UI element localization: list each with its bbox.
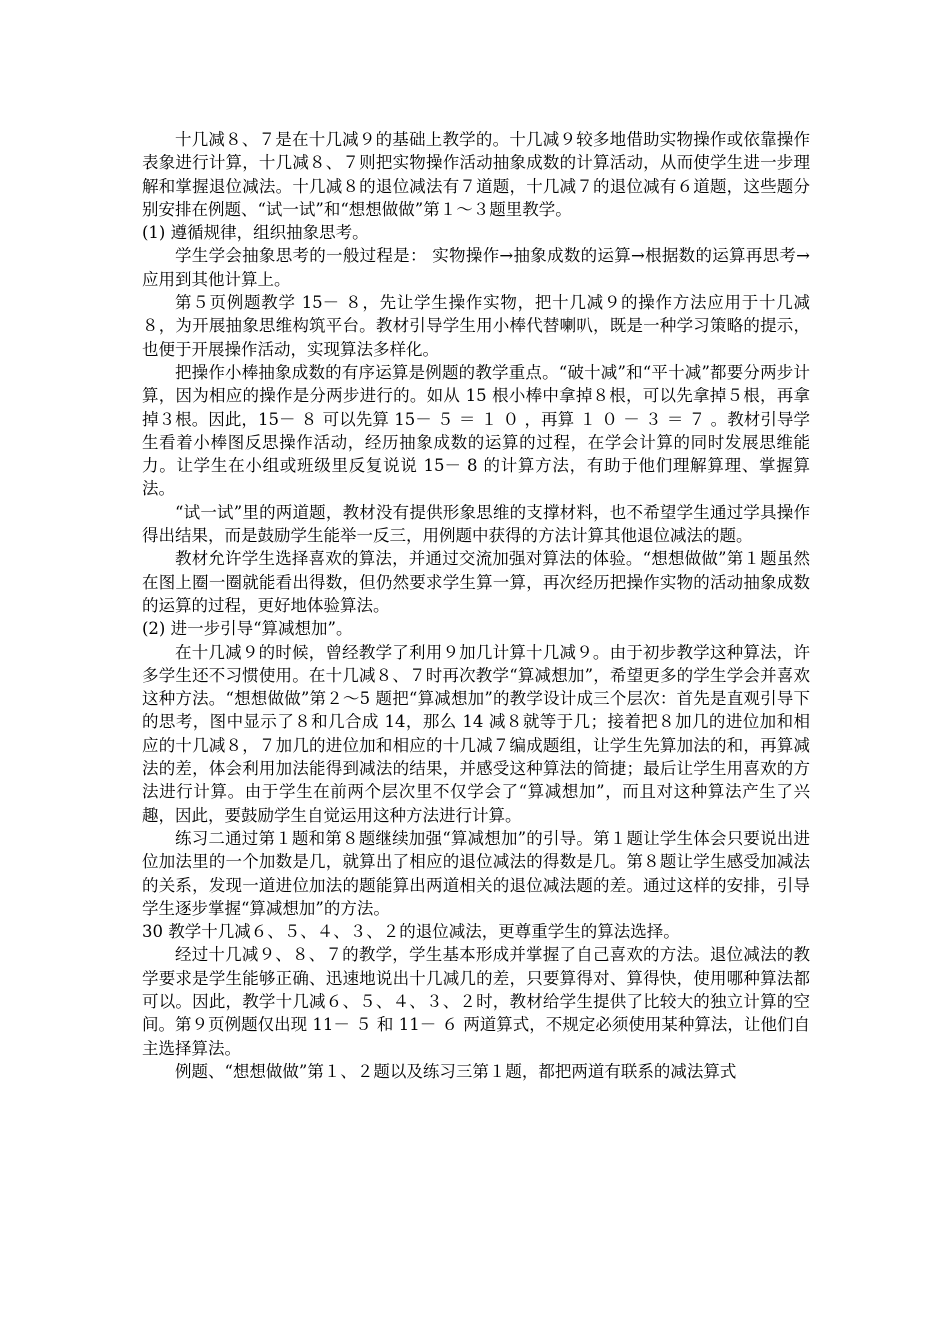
paragraph: 练习二通过第１题和第８题继续加强“算减想加”的引导。第１题让学生体会只要说出进位加法里的一个加数是几，就算出了相应的退位减法的得数是几。第８题让学生感受加减法的关系，发现一道进位加法的题能算出两道相关的退位减法题的差。通过这样的安排，引导学生逐步掌握“算减想加”的方法。 — [142, 828, 810, 918]
section-heading: (2) 进一步引导“算减想加”。 — [142, 619, 353, 639]
section-heading: (1) 遵循规律，组织抽象思考。 — [142, 223, 369, 243]
paragraph: 教材允许学生选择喜欢的算法，并通过交流加强对算法的体验。“想想做做”第１题虽然在图上圈一圈就能看出得数，但仍然要求学生算一算，再次经历把操作实物的活动抽象成数的运算的过程，更好地体验算法。 — [142, 549, 810, 615]
paragraph: 十几减８、７是在十几减９的基础上教学的。十几减９较多地借助实物操作或依靠操作表象进行计算，十几减８、７则把实物操作活动抽象成数的计算活动，从而使学生进一步理解和掌握退位减法。十几减８的退位减法有７道题，十几减７的退位减有６道题，这些题分别安排在例题、“试一试”和“想想做做”第１～３题里教学。 — [142, 130, 810, 219]
paragraph: 第５页例题教学 15－ ８，先让学生操作实物，把十几减９的操作方法应用于十几减８，为开展抽象思维构筑平台。教材引导学生用小棒代替喇叭，既是一种学习策略的提示，也便于开展操作活动，实现算法多样化。 — [142, 293, 810, 359]
paragraph: “试一试”里的两道题，教材没有提供形象思维的支撑材料，也不希望学生通过学具操作得出结果，而是鼓励学生能举一反三，用例题中获得的方法计算其他退位减法的题。 — [142, 502, 810, 546]
paragraph: 经过十几减９、８、７的教学，学生基本形成并掌握了自己喜欢的方法。退位减法的教学要求是学生能够正确、迅速地说出十几减几的差，只要算得对、算得快，使用哪种算法都可以。因此，教学十几减６、５、４、３、２时，教材给学生提供了比较大的独立计算的空间。第９页例题仅出现 11－ ５ 和 11－ ６ 两道算式，不规定必须使用某种算法，让他们自主选择算法。 — [142, 945, 810, 1058]
paragraph: 把操作小棒抽象成数的有序运算是例题的教学重点。“破十减”和“平十减”都要分两步计算，因为相应的操作是分两步进行的。如从 15 根小棒中拿掉８根，可以先拿掉５根，再拿掉３根。因此，15－ ８ 可以先算 15－ ５ ＝ １ ０ ，再算 １ ０ － ３ ＝ ７ 。教材引导学生看着小棒图反思操作活动，经历抽象成数的运算的过程，在学会计算的同时发展思维能力。让学生在小组或班级里反复说说 15－ 8 的计算方法，有助于他们理解算理、掌握算法。 — [142, 362, 810, 499]
section-heading: 30 教学十几减６、５、４、３、２的退位减法，更尊重学生的算法选择。 — [142, 922, 680, 942]
document-page — [142, 128, 810, 1083]
paragraph: 在十几减９的时候，曾经教学了利用９加几计算十几减９。由于初步教学这种算法，许多学生还不习惯使用。在十几减８、７时再次教学“算减想加”，希望更多的学生学会并喜欢这种方法。“想想做做”第２～5 题把“算减想加”的教学设计成三个层次：首先是直观引导下的思考，图中显示了８和几合成 14，那么 14 减８就等于几；接着把８加几的进位加和相应的十几减８，７加几的进位加和相应的十几减７编成题组，让学生先算加法的和，再算减法的差，体会利用加法能得到减法的结果，并感受这种算法的简捷；最后让学生用喜欢的方法进行计算。由于学生在前两个层次里不仅学会了“算减想加”，而且对这种算法产生了兴趣，因此，要鼓励学生自觉运用这种方法进行计算。 — [142, 642, 810, 825]
paragraph: 例题、“想想做做”第１、２题以及练习三第１题，都把两道有联系的减法算式 — [175, 1061, 737, 1081]
paragraph: 学生学会抽象思考的一般过程是： 实物操作→抽象成数的运算→根据数的运算再思考→应用到其他计算上。 — [142, 246, 810, 289]
